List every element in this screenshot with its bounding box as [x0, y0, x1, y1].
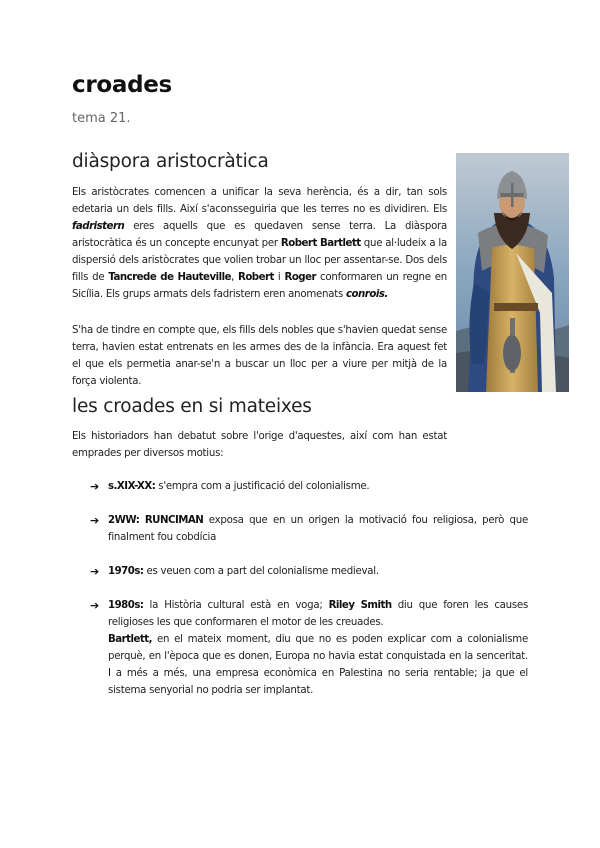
arrow-right-icon: ➔: [90, 514, 99, 527]
bullet-text: s'empra com a justificació del colonialisme.: [155, 481, 370, 492]
bullet-text: es veuen com a part del colonialisme medieval.: [143, 566, 379, 577]
text-run: conformaren un regne en Sicília. Els grups armats dels fadristern eren anomenats: [72, 272, 447, 300]
term-fadristern: fadristern: [72, 221, 125, 232]
arrow-right-icon: ➔: [90, 480, 99, 493]
section-heading-croades: les croades en si mateixes: [72, 396, 312, 417]
name-roger: Roger: [284, 272, 317, 283]
bullet-text: la Història cultural està en voga;: [143, 600, 329, 611]
paragraph-intro: Els historiadors han debatut sobre l'orige d'aquestes, així com han estat emprades per diversos motius:: [72, 431, 447, 459]
bullet-text: exposa que en un origen la motivació fou religiosa, però que finalment fou cobdícia: [108, 515, 528, 543]
list-item: [90, 478, 528, 495]
text-run: Els aristòcrates comencen a unificar la seva herència, és a dir, tan sols edetaria un dels fills. Així s'aconsseguiria que les terres no es dividiren. Els: [72, 187, 447, 215]
bullet-text: en el mateix moment, diu que no es poden explicar com a colonialisme perquè, en l'època que es donen, Europa no havia estat conquistada en la senceritat. I a més a més, una empresa econòmica en Palestina no seria rentable; ja que el sistema senyorial no podria ser implantat.: [108, 634, 528, 696]
text-run: que al·ludeix a la dispersió dels aristòcrates que volien trobar un lloc per assentar-se. Dos dels fills de: [72, 238, 448, 283]
name-tancrede: Tancrede de Hauteville: [108, 272, 231, 283]
section-heading-diaspora: diàspora aristocràtica: [72, 151, 269, 172]
bullet-label: 1980s:: [108, 600, 144, 611]
page-subtitle: tema 21.: [72, 111, 131, 126]
page-title: croades: [72, 72, 172, 98]
arrow-right-icon: ➔: [90, 565, 99, 578]
name-bartlett: Bartlett,: [108, 634, 153, 645]
paragraph-training: S'ha de tindre en compte que, els fills dels nobles que s'havien quedat sense terra, havien estat entrenats en les armes des de la infància. Era aquest fet el que els permetia anar-se'n a buscar un lloc per a viure per mitjà de la força violenta.: [72, 325, 447, 387]
name-robert-bartlett: Robert Bartlett: [280, 238, 361, 249]
list-item: [90, 512, 528, 546]
name-riley-smith: Riley Smith: [328, 600, 392, 611]
arrow-right-icon: ➔: [90, 599, 99, 612]
name-robert: Robert: [237, 272, 274, 283]
crusader-portrait: [456, 153, 569, 392]
text-run: eres aquells que es quedaven sense terra. La diàspora aristocràtica és un concepte encunyat per: [72, 221, 447, 249]
bullet-label: 2WW: RUNCIMAN: [108, 515, 204, 526]
text-run: ,: [231, 272, 238, 283]
list-item: [90, 597, 528, 699]
bullet-list: [90, 478, 528, 699]
bullet-label: 1970s:: [108, 566, 144, 577]
list-item: [90, 563, 528, 580]
paragraph-diaspora: [72, 184, 447, 303]
bullet-label: s.XIX-XX:: [108, 481, 156, 492]
term-conrois: conrois.: [346, 289, 388, 300]
text-run: i: [273, 272, 285, 283]
bullet-text: diu que foren les causes religioses les que conformaren el motor de les creuades.: [108, 600, 529, 628]
